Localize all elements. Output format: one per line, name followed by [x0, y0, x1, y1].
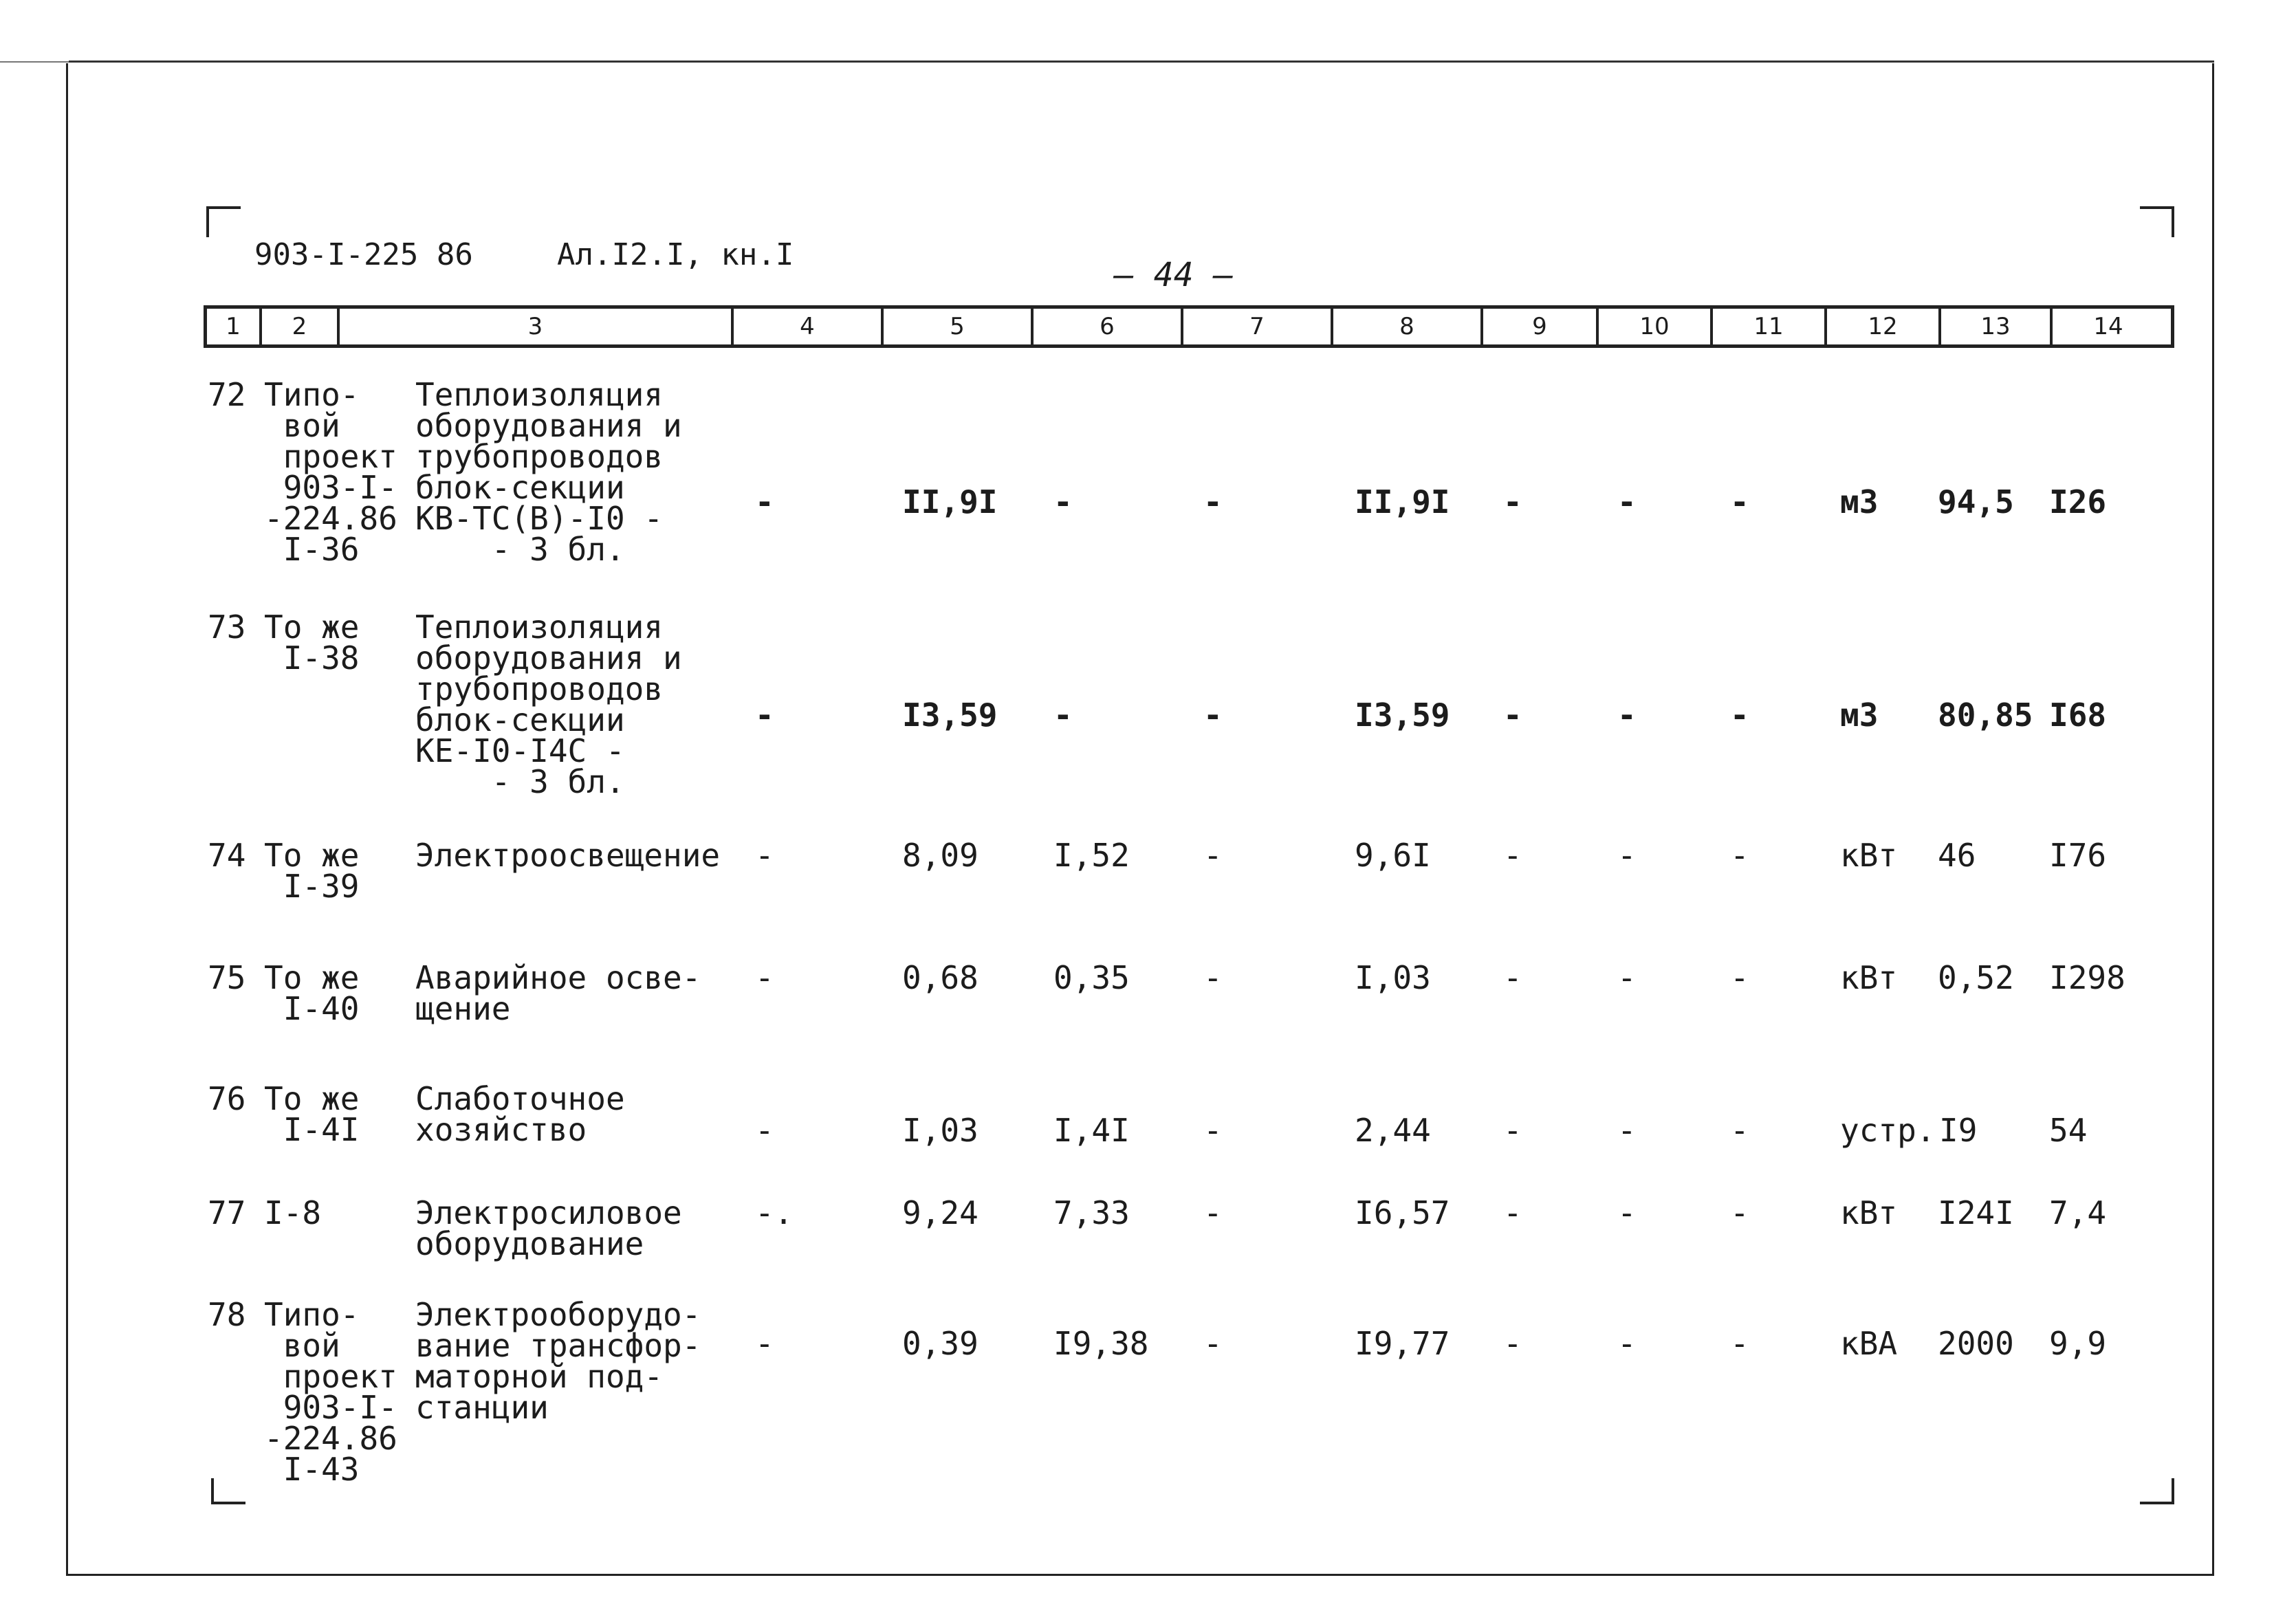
- top-rule-left: [0, 61, 69, 63]
- cell-col-9: -: [1503, 1112, 1522, 1149]
- corner-mark-top-left: [206, 206, 241, 237]
- item-name: Слаботочное хозяйство: [415, 1080, 625, 1148]
- column-number: 3: [340, 309, 734, 344]
- corner-mark-top-right: [2140, 206, 2174, 237]
- cell-col-9: -: [1503, 1325, 1522, 1362]
- cell-col-10: -: [1617, 696, 1637, 734]
- cell-col-10: -: [1617, 959, 1637, 996]
- row-number: 75: [208, 959, 246, 996]
- cell-col-13: 2000: [1938, 1325, 2014, 1362]
- cell-col-9: -: [1503, 959, 1522, 996]
- cell-col-6: I,4I: [1053, 1112, 1130, 1149]
- cell-col-12-unit: кВт: [1840, 837, 1898, 874]
- cell-col-11: -: [1730, 1194, 1749, 1231]
- cell-col-5: 9,24: [902, 1194, 979, 1231]
- corner-mark-bottom-right: [2140, 1478, 2174, 1504]
- cell-col-6: -: [1053, 696, 1073, 734]
- cell-col-5: 0,39: [902, 1325, 979, 1362]
- cell-col-4: -.: [755, 1194, 794, 1231]
- cell-col-12-unit: кВА: [1840, 1325, 1898, 1362]
- cell-col-11: -: [1730, 959, 1749, 996]
- cell-col-6: -: [1053, 483, 1073, 520]
- project-reference: То же I-4I: [264, 1080, 360, 1148]
- column-number-header: [204, 305, 2174, 348]
- page-number: — 44 —: [1114, 256, 1234, 294]
- cell-col-12-unit: м3: [1840, 696, 1879, 734]
- project-reference: Типо- вой проект 903-I- -224.86 I-43: [264, 1296, 397, 1488]
- cell-col-11: -: [1730, 1325, 1749, 1362]
- cell-col-14: 9,9: [2049, 1325, 2107, 1362]
- row-number: 73: [208, 608, 246, 646]
- item-name: Электроосвещение: [415, 837, 721, 874]
- cell-col-7: -: [1203, 959, 1223, 996]
- cell-col-8: I,03: [1355, 959, 1431, 996]
- project-reference: То же I-39: [264, 837, 360, 905]
- cell-col-14: I76: [2049, 837, 2107, 874]
- cell-col-8: I6,57: [1355, 1194, 1450, 1231]
- cell-col-14: I68: [2049, 696, 2107, 734]
- cell-col-13: I24I: [1938, 1194, 2014, 1231]
- top-rule: [69, 61, 2214, 63]
- cell-col-5: I,03: [902, 1112, 979, 1149]
- cell-col-8: 2,44: [1355, 1112, 1431, 1149]
- item-name: Аварийное осве- щение: [415, 959, 701, 1027]
- cell-col-7: -: [1203, 837, 1223, 874]
- column-number: 5: [884, 309, 1034, 344]
- cell-col-4: -: [755, 837, 774, 874]
- row-number: 77: [208, 1194, 246, 1231]
- row-number: 78: [208, 1296, 246, 1333]
- cell-col-5: II,9I: [902, 483, 998, 520]
- cell-col-10: -: [1617, 1112, 1637, 1149]
- cell-col-13: 46: [1938, 837, 1976, 874]
- cell-col-14: I298: [2049, 959, 2125, 996]
- column-number: 10: [1599, 309, 1713, 344]
- cell-col-6: I9,38: [1053, 1325, 1149, 1362]
- document-code: 903-I-225 86: [254, 237, 473, 272]
- column-number: 1: [207, 309, 262, 344]
- cell-col-14: I26: [2049, 483, 2107, 520]
- column-number: 12: [1827, 309, 1941, 344]
- cell-col-13: 80,85: [1938, 696, 2033, 734]
- cell-col-7: -: [1203, 1325, 1223, 1362]
- cell-col-4: -: [755, 483, 774, 520]
- cell-col-8: 9,6I: [1355, 837, 1431, 874]
- item-name: Электросиловое оборудование: [415, 1194, 682, 1262]
- cell-col-7: -: [1203, 483, 1223, 520]
- cell-col-11: -: [1730, 837, 1749, 874]
- project-reference: То же I-38: [264, 608, 360, 677]
- cell-col-11: -: [1730, 1112, 1749, 1149]
- column-number: 4: [734, 309, 884, 344]
- column-number: 9: [1483, 309, 1599, 344]
- cell-col-6: I,52: [1053, 837, 1130, 874]
- corner-mark-bottom-left: [211, 1478, 245, 1504]
- cell-col-10: -: [1617, 1194, 1637, 1231]
- cell-col-6: 0,35: [1053, 959, 1130, 996]
- cell-col-13: 0,52: [1938, 959, 2014, 996]
- item-name: Теплоизоляция оборудования и трубопроводов блок-секции КВ-ТС(В)-I0 - - 3 бл.: [415, 376, 682, 568]
- column-number: 7: [1183, 309, 1333, 344]
- cell-col-4: -: [755, 1325, 774, 1362]
- cell-col-5: I3,59: [902, 696, 998, 734]
- cell-col-10: -: [1617, 1325, 1637, 1362]
- cell-col-9: -: [1503, 1194, 1522, 1231]
- cell-col-4: -: [755, 959, 774, 996]
- column-number: 2: [262, 309, 340, 344]
- cell-col-8: I9,77: [1355, 1325, 1450, 1362]
- cell-col-14: 7,4: [2049, 1194, 2107, 1231]
- cell-col-13: 94,5: [1938, 483, 2014, 520]
- cell-col-4: -: [755, 1112, 774, 1149]
- item-name: Теплоизоляция оборудования и трубопроводов блок-секции КЕ-I0-I4С - - 3 бл.: [415, 608, 682, 800]
- cell-col-4: -: [755, 696, 774, 734]
- column-number: 8: [1333, 309, 1483, 344]
- cell-col-10: -: [1617, 483, 1637, 520]
- row-number: 76: [208, 1080, 246, 1117]
- cell-col-7: -: [1203, 696, 1223, 734]
- cell-col-6: 7,33: [1053, 1194, 1130, 1231]
- cell-col-10: -: [1617, 837, 1637, 874]
- project-reference: То же I-40: [264, 959, 360, 1027]
- cell-col-14: 54: [2049, 1112, 2088, 1149]
- sheet-reference: Ал.I2.I, кн.I: [557, 237, 794, 272]
- cell-col-8: II,9I: [1355, 483, 1450, 520]
- cell-col-11: -: [1730, 696, 1749, 734]
- cell-col-5: 8,09: [902, 837, 979, 874]
- cell-col-12-unit: кВт: [1840, 1194, 1898, 1231]
- row-number: 74: [208, 837, 246, 874]
- cell-col-9: -: [1503, 483, 1522, 520]
- cell-col-13: I9: [1939, 1112, 1978, 1149]
- cell-col-8: I3,59: [1355, 696, 1450, 734]
- cell-col-9: -: [1503, 837, 1522, 874]
- column-number: 14: [2093, 313, 2123, 340]
- cell-col-12-unit: кВт: [1840, 959, 1898, 996]
- column-number: 6: [1034, 309, 1183, 344]
- cell-col-7: -: [1203, 1194, 1223, 1231]
- cell-col-7: -: [1203, 1112, 1223, 1149]
- column-number: 11: [1713, 309, 1827, 344]
- project-reference: I-8: [264, 1194, 322, 1231]
- project-reference: Типо- вой проект 903-I- -224.86 I-36: [264, 376, 397, 568]
- cell-col-12-unit: устр.: [1840, 1112, 1936, 1149]
- cell-col-5: 0,68: [902, 959, 979, 996]
- column-number: 13: [1941, 309, 2053, 344]
- cell-col-9: -: [1503, 696, 1522, 734]
- cell-col-11: -: [1730, 483, 1749, 520]
- cell-col-12-unit: м3: [1840, 483, 1879, 520]
- item-name: Электрооборудо- вание трансфор- маторной под- станции: [415, 1296, 701, 1426]
- row-number: 72: [208, 376, 246, 413]
